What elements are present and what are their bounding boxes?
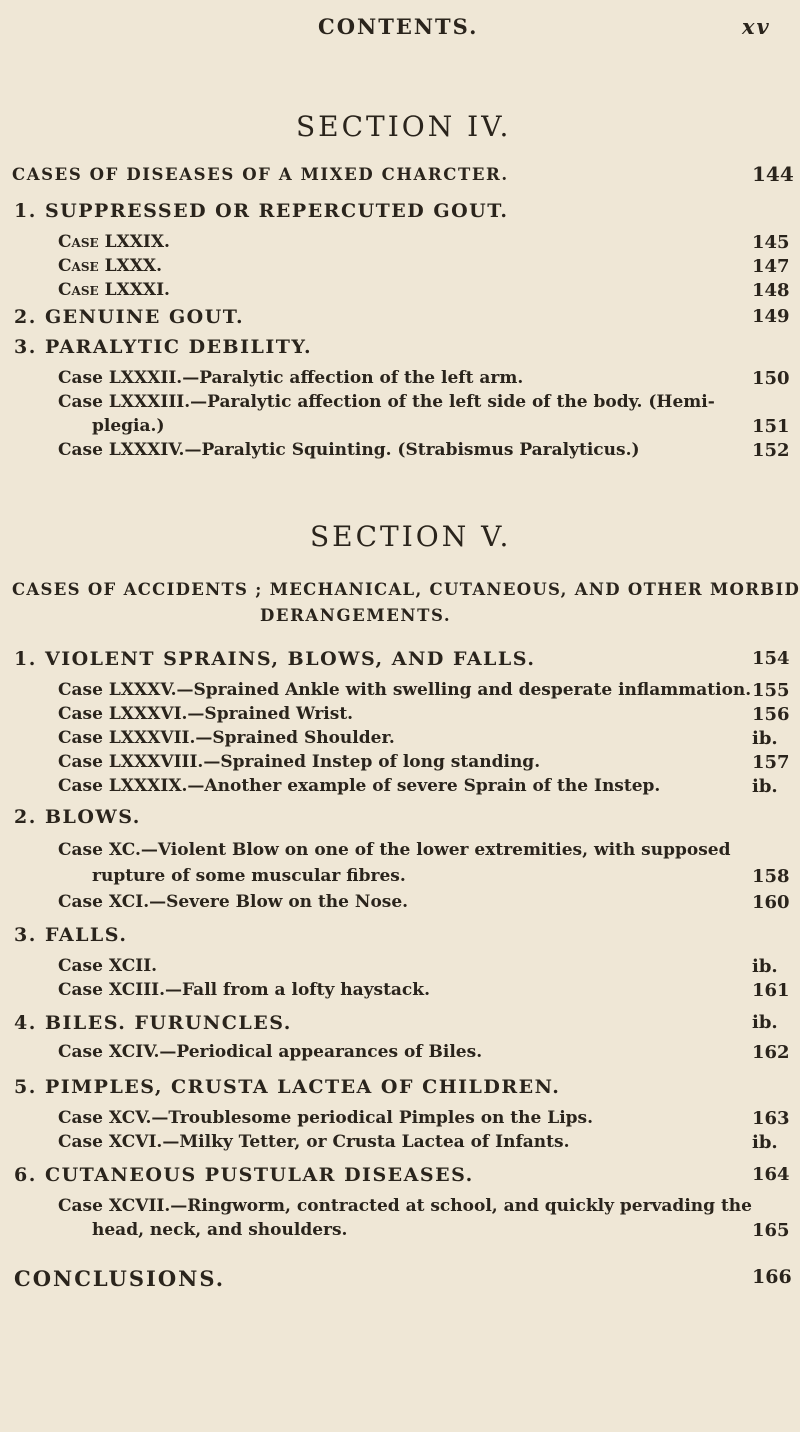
conclusions-page: 166 xyxy=(752,1266,792,1288)
toc-page: 147 xyxy=(752,256,790,277)
section-4-intro: CASES OF DISEASES OF A MIXED CHARCTER. xyxy=(12,165,509,184)
toc-page: 156 xyxy=(752,704,790,725)
toc-page: 165 xyxy=(752,1220,790,1241)
toc-page: ib. xyxy=(752,728,778,749)
toc-case: Case LXXXVIII.—Sprained Instep of long standing. xyxy=(58,752,541,772)
toc-case: Case LXXXVI.—Sprained Wrist. xyxy=(58,704,354,724)
toc-page: 149 xyxy=(752,306,790,327)
toc-case: Case XCIV.—Periodical appearances of Biles. xyxy=(58,1042,483,1062)
toc-group: 3. FALLS. xyxy=(14,924,128,946)
toc-page: ib. xyxy=(752,956,778,977)
toc-case: Case LXXXIX.—Another example of severe Sprain of the Instep. xyxy=(58,776,661,796)
toc-case-continuation: head, neck, and shoulders. xyxy=(92,1220,348,1240)
toc-page: 155 xyxy=(752,680,790,701)
toc-page: 164 xyxy=(752,1164,790,1185)
running-header-title: CONTENTS. xyxy=(318,14,479,39)
toc-case: Case XC.—Violent Blow on one of the lower extremities, with supposed xyxy=(58,840,731,860)
toc-page: 162 xyxy=(752,1042,790,1063)
toc-page: 154 xyxy=(752,648,790,669)
conclusions-heading: CONCLUSIONS. xyxy=(14,1266,226,1291)
toc-group: 1. VIOLENT SPRAINS, BLOWS, AND FALLS. xyxy=(14,648,536,670)
toc-case: Case LXXXIII.—Paralytic affection of the left side of the body. (Hemi- xyxy=(58,392,715,412)
toc-group: 3. PARALYTIC DEBILITY. xyxy=(14,336,313,358)
toc-case: Case LXXXII.—Paralytic affection of the left arm. xyxy=(58,368,524,388)
toc-page: 161 xyxy=(752,980,790,1001)
toc-case-continuation: rupture of some muscular fibres. xyxy=(92,866,406,886)
toc-page: 148 xyxy=(752,280,790,301)
toc-case: Case XCII. xyxy=(58,956,158,976)
toc-page: ib. xyxy=(752,1012,778,1033)
toc-case: Case LXXXI. xyxy=(58,280,170,300)
toc-page: ib. xyxy=(752,776,778,797)
toc-case: Case LXXXVII.—Sprained Shoulder. xyxy=(58,728,395,748)
section-5-intro: CASES OF ACCIDENTS ; MECHANICAL, CUTANEOUS, AND OTHER MORBID xyxy=(12,580,800,599)
toc-case: Case LXXIX. xyxy=(58,232,170,252)
toc-case: Case XCI.—Severe Blow on the Nose. xyxy=(58,892,409,912)
section-4-title: SECTION IV. xyxy=(296,110,512,143)
toc-page: 152 xyxy=(752,440,790,461)
toc-case: Case XCVII.—Ringworm, contracted at school, and quickly pervading the xyxy=(58,1196,752,1216)
toc-group: 1. SUPPRESSED OR REPERCUTED GOUT. xyxy=(14,200,509,222)
toc-group: 4. BILES. FURUNCLES. xyxy=(14,1012,292,1034)
toc-case: Case XCV.—Troublesome periodical Pimples on the Lips. xyxy=(58,1108,594,1128)
toc-group: 6. CUTANEOUS PUSTULAR DISEASES. xyxy=(14,1164,474,1186)
toc-case: Case LXXXV.—Sprained Ankle with swelling and desperate inflammation. xyxy=(58,680,752,700)
running-header-page-number: xv xyxy=(742,14,771,39)
section-4-intro-page: 144 xyxy=(752,162,794,186)
toc-page: 151 xyxy=(752,416,790,437)
toc-group: 2. GENUINE GOUT. xyxy=(14,306,245,328)
toc-page: 157 xyxy=(752,752,790,773)
toc-page: 163 xyxy=(752,1108,790,1129)
toc-case: Case XCIII.—Fall from a lofty haystack. xyxy=(58,980,430,1000)
toc-page: 150 xyxy=(752,368,790,389)
toc-page: 145 xyxy=(752,232,790,253)
toc-case-continuation: plegia.) xyxy=(92,416,165,436)
toc-page: ib. xyxy=(752,1132,778,1153)
toc-case: Case LXXXIV.—Paralytic Squinting. (Strabismus Paralyticus.) xyxy=(58,440,640,460)
section-5-intro-continued: DERANGEMENTS. xyxy=(260,606,452,625)
toc-page: 160 xyxy=(752,892,790,913)
section-5-title: SECTION V. xyxy=(310,520,512,553)
toc-page: 158 xyxy=(752,866,790,887)
toc-case: Case LXXX. xyxy=(58,256,163,276)
toc-case: Case XCVI.—Milky Tetter, or Crusta Lactea of Infants. xyxy=(58,1132,570,1152)
toc-group: 2. BLOWS. xyxy=(14,806,141,828)
toc-group: 5. PIMPLES, CRUSTA LACTEA OF CHILDREN. xyxy=(14,1076,561,1098)
